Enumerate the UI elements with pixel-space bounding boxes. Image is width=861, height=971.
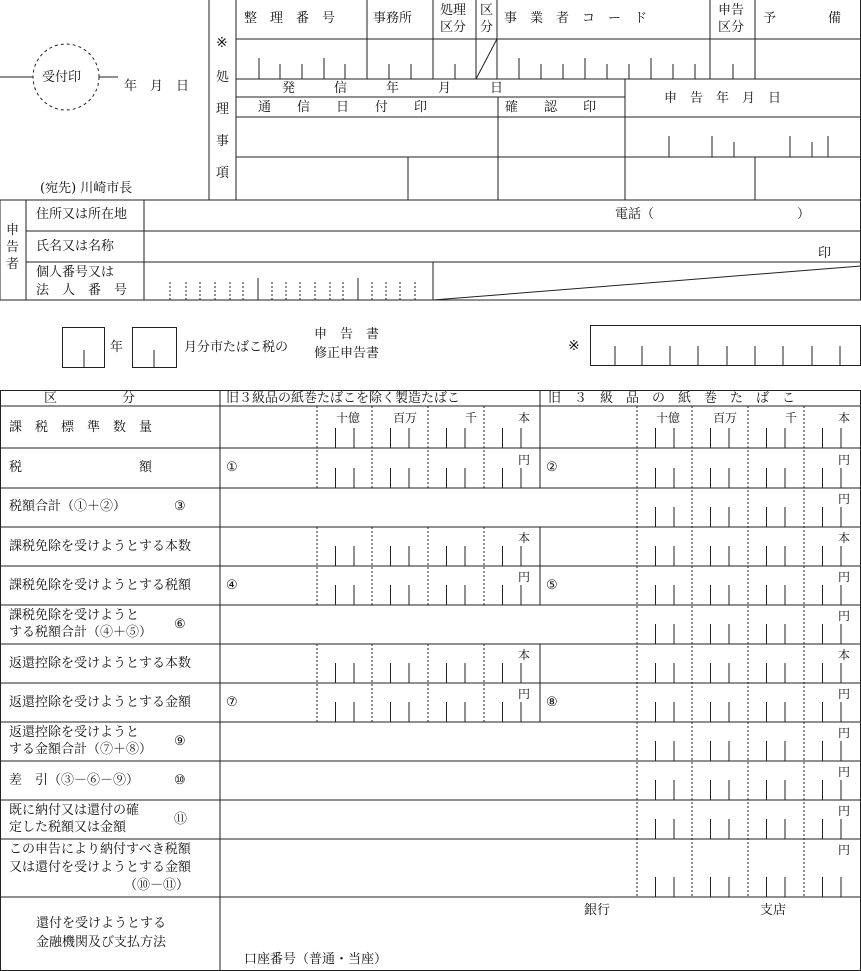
refund-label-2: 金融機関及び支払方法 [36,935,167,950]
addressee: (宛先) 川崎市長 [40,181,133,196]
yobi-header: 予 備 [763,11,842,26]
mark-4: ④ [226,578,238,593]
jimusho-header: 事務所 [373,11,413,26]
row-label-sudeni-1: 既に納付又は還付の確 [9,803,140,818]
processing-mark: ※ [216,35,228,51]
unit-jyuoku-a: 十億 [336,411,361,425]
title-mark: ※ [568,338,580,354]
unit-hon-a: 本 [518,531,531,545]
id-label-1: 個人番号又は [36,265,115,280]
mark-8: ⑧ [546,695,558,710]
title-year: 年 [110,340,124,355]
mark-11: ⑪ [174,812,188,827]
bank-label: 銀行 [584,903,611,918]
account-label: 口座番号（普通・当座） [244,952,388,967]
row-label-nofu-3: （⑩－⑪） [124,878,190,893]
mark-1: ① [226,460,238,475]
row-label-menjo-gokei-2: する税額合計（④＋⑤） [9,625,153,640]
jigyosha-code-header: 事 業 者 コ ー ド [504,11,648,26]
row-label-menjo-gokei-1: 課税免除を受けようと [9,608,140,623]
column-a-header: 旧３級品の紙巻たばこを除く製造たばこ [226,391,461,406]
unit-yen-b: 円 [838,492,851,506]
shori-header-2: 区分 [440,20,467,35]
row-label-menjo-zeigaku: 課税免除を受けようとする税額 [9,578,192,593]
name-label: 氏名又は名称 [36,239,115,254]
tsushin-stamp: 通 信 日 付 印 [258,100,428,115]
ku-header: 区 [480,3,494,18]
unit-sen-b: 千 [785,411,798,425]
row-label-kazei-hyojun: 課 税 標 準 数 量 [9,420,153,435]
mark-3: ③ [174,499,186,514]
unit-yen-a: 円 [518,687,531,701]
row-label-henkan-gokei-2: する金額合計（⑦＋⑧） [9,742,153,757]
hasshin-date: 発 信 年 月 日 [282,81,504,96]
address-label: 住所又は所在地 [36,207,128,222]
mark-9: ⑨ [174,734,186,749]
title-shusei: 修正申告書 [314,346,380,361]
shori-header-1: 処理 [440,3,467,18]
kubun-header: 区 分 [44,391,136,406]
kakunin-stamp: 確 認 印 [505,100,597,115]
unit-yen-a: 円 [518,570,531,584]
unit-jyuoku-b: 十億 [656,411,681,425]
row-label-nofu-1: この申告により納付すべき税額 [9,842,191,857]
mark-7: ⑦ [226,695,238,710]
shinkoku-date-header: 申 告 年 月 日 [664,91,782,106]
unit-yen-b: 円 [838,453,851,467]
row-label-sashihiki: 差 引（③－⑥－⑨） [9,773,140,788]
row-label-zeigaku: 税 額 [9,460,153,475]
unit-yen-b: 円 [838,570,851,584]
unit-yen-b: 円 [838,804,851,818]
mark-2: ② [546,460,558,475]
unit-yen-a: 円 [518,453,531,467]
row-label-sudeni-2: 定した税額又は金額 [9,820,127,835]
title-month: 月分市たばこ税の [184,340,289,355]
title-shinkokusho: 申 告 書 [314,327,380,342]
unit-hyakuman-b: 百万 [713,411,738,425]
unit-hon-b: 本 [838,411,851,425]
branch-label: 支店 [760,903,787,918]
mark-5: ⑤ [546,578,558,593]
row-label-henkan-honsu: 返還控除を受けようとする本数 [9,656,192,671]
unit-hon-a: 本 [518,648,531,662]
unit-yen-b: 円 [838,843,851,857]
seiri-number-header: 整 理 番 号 [244,11,336,26]
bun-header: 分 [480,20,494,35]
receipt-stamp: 受付印 [42,70,82,85]
unit-hon-b: 本 [838,531,851,545]
unit-yen-b: 円 [838,687,851,701]
seal-mark: 印 [818,246,832,261]
column-b-header: 旧 ３ 級 品 の 紙 巻 た ば こ [548,391,796,406]
unit-yen-b: 円 [838,726,851,740]
unit-hon-a: 本 [518,411,531,425]
id-label-2: 法 人 番 号 [36,283,128,298]
unit-hyakuman-a: 百万 [393,411,418,425]
processing-label: 処 理 事 項 [216,70,230,181]
unit-yen-b: 円 [838,609,851,623]
row-label-nofu-2: 又は還付を受けようとする金額 [9,860,192,875]
phone-label: 電話（ ） [615,207,811,222]
row-label-zeigaku-gokei: 税額合計（①＋②） [9,499,127,514]
unit-sen-a: 千 [465,411,478,425]
unit-yen-b: 円 [838,765,851,779]
unit-hon-b: 本 [838,648,851,662]
declarant-side-label: 申 告 者 [6,223,20,272]
receipt-date-label: 年 月 日 [124,79,190,94]
row-label-menjo-honsu: 課税免除を受けようとする本数 [9,539,192,554]
row-label-henkan-kingaku: 返還控除を受けようとする金額 [9,695,192,710]
shinkoku-kubun-1: 申告 [718,3,745,18]
row-label-henkan-gokei-1: 返還控除を受けようと [9,725,140,740]
mark-10: ⑩ [174,773,186,788]
mark-6: ⑥ [174,617,186,632]
refund-label-1: 還付を受けようとする [36,916,167,931]
shinkoku-kubun-2: 区分 [718,20,745,35]
